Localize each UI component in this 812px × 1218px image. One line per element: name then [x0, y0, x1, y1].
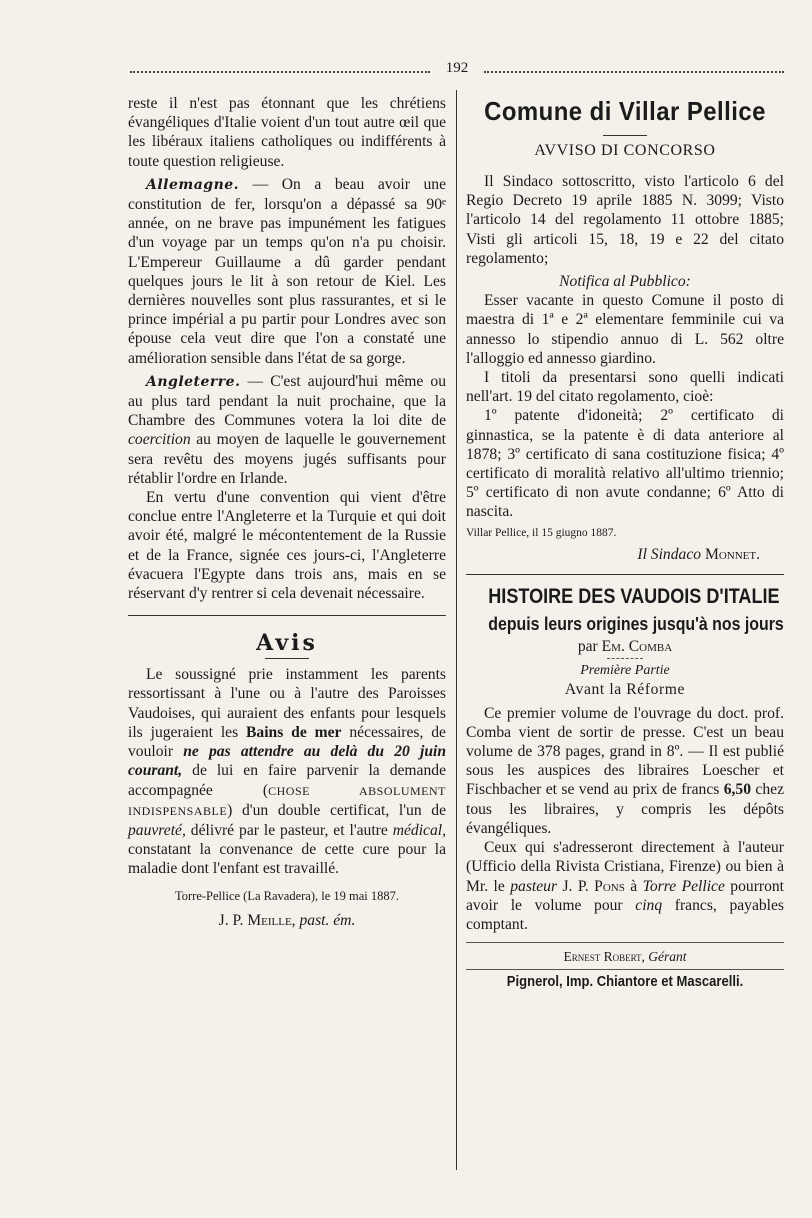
- avis-signature-title: past. ém.: [299, 911, 356, 929]
- paragraph-volume: [466, 704, 784, 838]
- text-allemagne: — On a beau avoir une constitution de fer, lorsqu'on a dépassé sa 90ᵉ année, on ne brave pas impunément les fatigues d'un voyage par un temps qu'on n'a pu choisir. L'Empereur Guillaume a dû garder pendant quelques jours le lit à son retour de Kiel. Les dernières nouvelles sont plus rassurantes, et si le prince impérial a pu partir pour Londres avec son épouse cela veut dire que l'on a constaté une amélioration sensible dans l'état de sa gorge.: [128, 175, 446, 367]
- avis-pauvrete: pauvreté,: [128, 821, 186, 839]
- author-name: Em. Comba: [601, 638, 673, 656]
- text-angleterre-a: — C'est aujourd'hui même ou au plus tard pendant la nuit prochaine, que la Chambre des Communes votera la loi dite de: [128, 372, 446, 430]
- paragraph-sindaco: Il Sindaco sottoscritto, visto l'articolo 6 del Regio Decreto 19 aprile 1885 N. 3099; Visto l'articolo 14 del regolamento 11 ottobre 1885; Visti gli articoli 15, 18, 19 e 22 del citato regolamento;: [466, 173, 784, 267]
- avis-text-e: délivré par le pasteur, et l'autre: [185, 821, 393, 839]
- page-number: 192: [445, 60, 469, 76]
- paragraph-italie: reste il n'est pas étonnant que les chrétiens évangéliques d'Italie voient d'un tout autre œil que les libéraux italiens catholiques ou indifférents à toute question religieuse.: [128, 95, 446, 170]
- avis-text-b: nécessaires, de vouloir: [128, 723, 446, 761]
- avis-dash: [265, 658, 309, 659]
- heading-angleterre: Angleterre.: [146, 373, 241, 390]
- adresse-cinq: cinq: [635, 896, 663, 914]
- histoire-author: [466, 637, 784, 656]
- avis-signature: J. P. Meille, past. ém.: [218, 911, 356, 929]
- avis-text-f: constatant la convenance de cette cure pour la maladie dont l'enfant est travaillé.: [128, 841, 446, 878]
- premiere-partie: Première Partie: [580, 663, 670, 679]
- column-divider: [456, 90, 457, 1170]
- avis-signature-name: J. P. Meille: [218, 911, 292, 929]
- par-label: par: [577, 638, 598, 656]
- heading-allemagne: Allemagne.: [146, 176, 240, 193]
- paragraph-adresse: [466, 838, 784, 934]
- histoire-dash: [607, 658, 643, 659]
- left-column: [128, 94, 446, 930]
- adresse-pons: Pons: [594, 877, 625, 895]
- gerant-label: Gérant: [648, 949, 687, 965]
- sindaco-label: Il Sindaco: [637, 545, 702, 563]
- paragraph-certificati: 1º patente d'idoneità; 2º certificato di ginnastica, se la patente è di data anteriore al 1878; 3º certificato di sana costituzione fisica; 4º certificato di moralità relativo all'ultimo triennio; 5º certificato di non avute condanne; 6º Atto di nascita.: [466, 407, 784, 521]
- adresse-text-b: J. P.: [557, 877, 595, 895]
- avis-place-date: Torre-Pellice (La Ravadera), le 19 mai 1887.: [174, 888, 400, 903]
- right-column: [466, 94, 784, 990]
- volume-text-a: Ce premier volume de l'ouvrage du doct. prof. Comba vient de sortir de presse. C'est un beau volume de 378 pages, grand in 8º. — Il est publié sous les auspices des libraires Loescher et Fischbacher et se vend au prix de francs: [466, 704, 784, 799]
- section-divider: [128, 615, 446, 616]
- printer-line: Pignerol, Imp. Chiantore et Mascarelli.: [506, 974, 744, 991]
- avis-caps: CHOSE ABSOLUMENT INDISPENSABLE: [128, 783, 446, 818]
- section-angleterre: [128, 372, 446, 488]
- paragraph-titoli: I titoli da presentarsi sono quelli indicati nell'art. 19 del citato regolamento, cioè:: [466, 369, 784, 406]
- avviso-heading: AVVISO DI CONCORSO: [534, 142, 716, 159]
- adresse-torre: Torre Pellice: [642, 877, 725, 895]
- footer-rule: [466, 942, 784, 943]
- avis-title: Avis: [256, 630, 318, 657]
- sindaco-name: Monnet.: [704, 545, 760, 563]
- histoire-title: HISTOIRE DES VAUDOIS D'ITALIE: [488, 585, 780, 609]
- paragraph-convention: En vertu d'une convention qui vient d'être conclue entre l'Angleterre et la Turquie et qui doit avoir été, malgré le mécontentement de la Russie et de la France, signée ces jours-ci, l'Angleterre évacuera l'Egypte dans trois ans, mais en se réservant d'y rentrer si cela devenait nécessaire.: [128, 489, 446, 603]
- histoire-subtitle: depuis leurs origines jusqu'à nos jours: [488, 613, 784, 635]
- avis-text-d: ) d'un double certificat, l'un de: [227, 801, 446, 819]
- page-header: [130, 60, 784, 84]
- gerant-name: Ernest Robert: [563, 949, 642, 965]
- sindaco-signature: [466, 545, 760, 564]
- gerant-line: Ernest Robert, Gérant: [563, 949, 687, 965]
- adresse-text-d: pourront avoir le volume pour: [466, 877, 785, 914]
- comune-place-date: Villar Pellice, il 15 giugno 1887.: [466, 526, 617, 539]
- avis-bains-de-mer: Bains de mer: [246, 723, 342, 741]
- adresse-text-c: à: [624, 877, 643, 895]
- notifica-heading: Notifica al Pubblico:: [559, 273, 691, 291]
- avis-text: [128, 665, 446, 878]
- volume-price: 6,50: [723, 781, 752, 799]
- adresse-pasteur: pasteur: [510, 877, 558, 895]
- comune-dash: [603, 135, 647, 136]
- section-divider-right: [466, 574, 784, 575]
- avis-medical: médical,: [392, 821, 446, 839]
- adresse-text-e: francs, payables comptant.: [466, 896, 784, 933]
- avis-text-a: Le soussigné prie instamment les parents ressortissant à l'une ou à l'autre des Paroisses Vaudoises, qui auraient des enfants pour lesquels ils jugeraient les: [128, 666, 446, 741]
- paragraph-vacante: Esser vacante in questo Comune il posto di maestra di 1ª e 2ª elementare femminile cui va annesso lo stipendio annuo di L. 562 oltre l'alloggio ed annesso giardino.: [466, 292, 784, 367]
- avant-la-reforme: Avant la Réforme: [564, 681, 686, 699]
- text-coercition: coercition: [128, 431, 191, 449]
- volume-text-b: chez tous les libraires, y compris les dépôts évangéliques.: [466, 781, 784, 837]
- header-ornament-right: [484, 71, 784, 76]
- section-allemagne: [128, 175, 446, 368]
- comune-title: Comune di Villar Pellice: [484, 96, 766, 126]
- avis-deadline: ne pas attendre au delà du 20 juin courant,: [128, 743, 446, 780]
- text-angleterre-b: au moyen de laquelle le gouvernement sera revêtu des moyens jugés suffisants pour rétablir l'ordre en Irlande.: [128, 431, 446, 487]
- adresse-text-a: Ceux qui s'adresseront directement à l'auteur (Ufficio della Rivista Cristiana, Firenze) ou bien à Mr. le: [466, 839, 784, 895]
- avis-text-c: de lui en faire parvenir la demande accompagnée (: [128, 762, 446, 799]
- footer-rule-2: [466, 969, 784, 970]
